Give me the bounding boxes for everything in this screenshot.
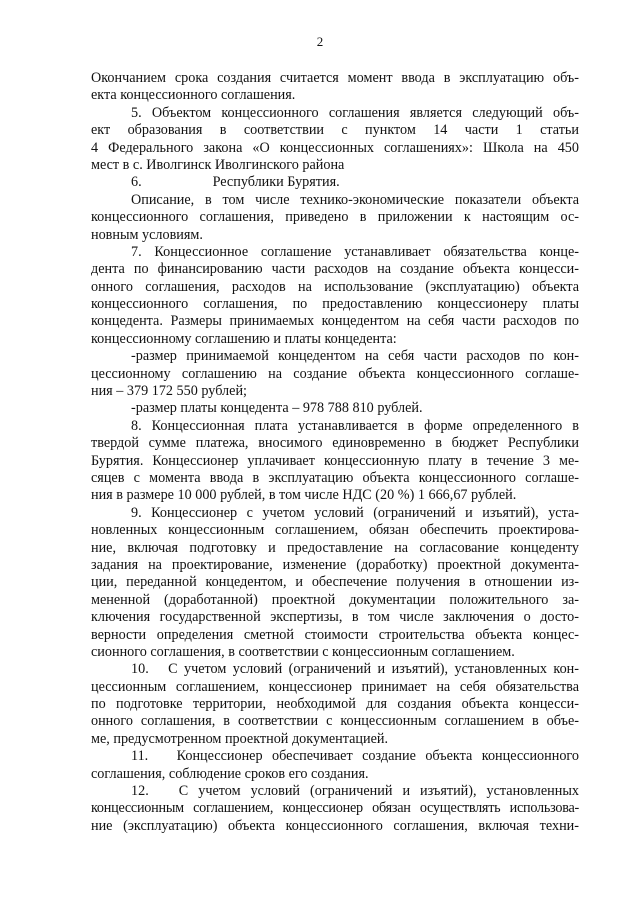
text-line: цессионному соглашению на создание объекта концессионного соглаше- [91,365,579,382]
text-line: твердой сумме платежа, вносимого единовременно в бюджет Республики [91,435,579,452]
text-line: 9. Концессионер с учетом условий (ограничений и изъятий), уста- [131,504,579,521]
text-line: соглашения, соблюдение сроков его создания. [91,765,369,782]
text-line: ключения государственной экспертизы, в том числе заключения о досто- [91,609,579,626]
text-line: ект образования в соответствии с пунктом 14 части 1 статьи [91,122,579,139]
text-line: онного соглашения, расходов на использование (эксплуатацию) объекта [91,278,579,295]
text-line: 7. Концессионное соглашение устанавливает обязательства конце- [131,243,579,260]
text-line: мененной (доработанной) проектной документации положительного за- [91,591,579,608]
text-line: мест в с. Иволгинск Иволгинского района [91,156,345,173]
text-line: ции, переданной концедентом, и обеспечение получения в отношении из- [91,574,579,591]
text-line: -размер платы концедента – 978 788 810 рублей. [131,400,423,417]
text-line: концессионного соглашения, приведено в приложении к настоящим ос- [91,209,579,226]
text-line: ние, включая подготовку и предоставление на согласование концеденту [91,539,579,556]
text-line: 6. Республики Бурятия. [131,174,340,191]
document-body [91,70,579,835]
text-line: 12. С учетом условий (ограничений и изъятий), установленных [131,783,579,800]
text-line: Описание, в том числе технико-экономические показатели объекта [131,191,579,208]
text-line: 10. С учетом условий (ограничений и изъятий), установленных кон- [131,661,579,678]
text-line: задания на проектирование, изменение (доработку) проектной документа- [91,556,579,573]
text-line: новным условиям. [91,226,203,243]
text-line: по подготовке территории, необходимой для создания объекта концесси- [91,696,579,713]
text-line: дента по финансированию части расходов на создание объекта концесси- [91,261,579,278]
text-line: ние (эксплуатацию) объекта концессионного соглашения, включая техни- [91,817,579,834]
text-line: 5. Объектом концессионного соглашения является следующий объ- [131,104,579,121]
page-number: 2 [316,34,324,49]
text-line: 11. Концессионер обеспечивает создание объекта концессионного [131,748,579,765]
text-line: онного соглашения, в соответствии с концессионным соглашением в объе- [91,713,579,730]
text-line: ния в размере 10 000 рублей, в том числе НДС (20 %) 1 666,67 рублей. [91,487,517,504]
text-line: екта концессионного соглашения. [91,87,296,104]
text-line: концессионного соглашения, по предоставлению концессионеру платы [91,296,579,313]
text-line: концессионному соглашению и платы концедента: [91,330,397,347]
text-line: сяцев с момента ввода в эксплуатацию объекта концессионного соглаше- [91,469,579,486]
text-line: 4 Федерального закона «О концессионных соглашениях»: Школа на 450 [91,139,579,156]
text-line: Бурятия. Концессионер уплачивает концессионную плату в течение 3 ме- [91,452,579,469]
text-line: ме, предусмотренном проектной документацией. [91,730,389,747]
text-line: верности определения сметной стоимости строительства объекта концес- [91,626,579,643]
text-line: Окончанием срока создания считается момент ввода в эксплуатацию объ- [91,70,579,86]
text-line: -размер принимаемой концедентом на себя части расходов по кон- [131,348,579,365]
text-line: новленных концессионным соглашением, обязан обеспечить проектирова- [91,522,579,539]
text-line: цессионным соглашением, концессионер принимает на себя обязательства [91,678,579,695]
text-line: концедента. Размеры принимаемых концедентом на себя части расходов по [91,313,579,330]
text-line: 8. Концессионная плата устанавливается в форме определенного в [131,417,579,434]
text-line: концессионным соглашением, концессионер обязан осуществлять использова- [91,800,579,817]
text-line: сионного соглашения, в соответствии с концессионным соглашением. [91,643,515,660]
text-line: ния – 379 172 550 рублей; [91,383,247,400]
